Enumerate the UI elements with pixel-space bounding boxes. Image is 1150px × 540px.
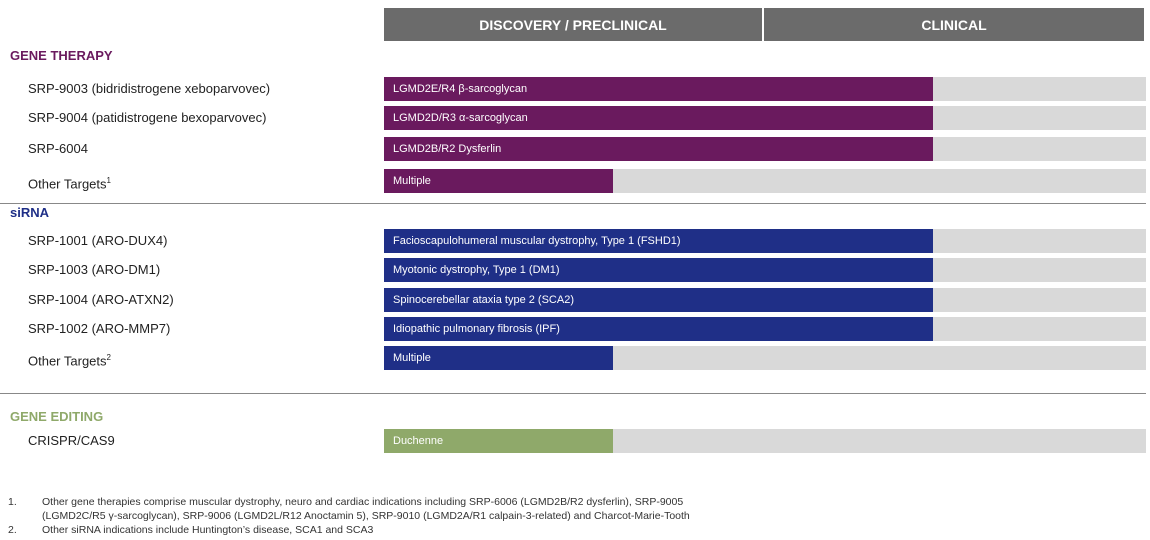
progress-bar: Facioscapulohumeral muscular dystrophy, Type 1 (FSHD1) bbox=[384, 229, 933, 253]
program-name: SRP-1003 (ARO-DM1) bbox=[28, 262, 161, 277]
section-divider bbox=[0, 203, 1146, 204]
section-title: siRNA bbox=[10, 205, 50, 220]
progress-track bbox=[384, 317, 1146, 341]
program-name: SRP-9003 (bidridistrogene xeboparvovec) bbox=[28, 81, 271, 96]
progress-track bbox=[384, 429, 1146, 453]
progress-track bbox=[384, 258, 1146, 282]
footnote-number: 2. bbox=[8, 524, 17, 536]
header-clinical: CLINICAL bbox=[764, 8, 1144, 41]
progress-track bbox=[384, 169, 1146, 193]
header-discovery: DISCOVERY / PRECLINICAL bbox=[384, 8, 762, 41]
program-label bbox=[28, 141, 88, 156]
program-name: SRP-1001 (ARO-DUX4) bbox=[28, 233, 168, 248]
progress-track bbox=[384, 346, 1146, 370]
program-label bbox=[28, 81, 270, 96]
progress-bar: LGMD2D/R3 α-sarcoglycan bbox=[384, 106, 933, 130]
progress-bar: Duchenne bbox=[384, 429, 613, 453]
section-title: GENE THERAPY bbox=[10, 48, 113, 63]
progress-track bbox=[384, 229, 1146, 253]
progress-bar: LGMD2B/R2 Dysferlin bbox=[384, 137, 933, 161]
progress-bar: Idiopathic pulmonary fibrosis (IPF) bbox=[384, 317, 933, 341]
program-label bbox=[28, 321, 170, 336]
program-label bbox=[28, 292, 174, 307]
progress-track bbox=[384, 288, 1146, 312]
program-name: Other Targets bbox=[28, 176, 107, 192]
progress-track bbox=[384, 77, 1146, 101]
footnote-ref: 1 bbox=[106, 176, 111, 185]
program-label bbox=[28, 233, 167, 248]
progress-bar: Multiple bbox=[384, 346, 613, 370]
program-name: SRP-6004 bbox=[28, 141, 88, 156]
section-title: GENE EDITING bbox=[10, 409, 104, 424]
program-label bbox=[28, 110, 266, 125]
program-label bbox=[28, 176, 111, 191]
program-name: SRP-1004 (ARO-ATXN2) bbox=[28, 292, 174, 307]
program-name: Other Targets bbox=[28, 353, 107, 369]
progress-bar: Multiple bbox=[384, 169, 613, 193]
program-name: SRP-1002 (ARO-MMP7) bbox=[28, 321, 171, 336]
section-divider bbox=[0, 393, 1146, 394]
program-label bbox=[28, 433, 115, 448]
program-name: CRISPR/CAS9 bbox=[28, 433, 115, 448]
progress-bar: Myotonic dystrophy, Type 1 (DM1) bbox=[384, 258, 933, 282]
program-name: SRP-9004 (patidistrogene bexoparvovec) bbox=[28, 110, 267, 125]
progress-bar: Spinocerebellar ataxia type 2 (SCA2) bbox=[384, 288, 933, 312]
footnote-number: 1. bbox=[8, 496, 17, 508]
footnote-text: Other gene therapies comprise muscular dystrophy, neuro and cardiac indications including SRP-6006 (LGMD2B/R2 dysferlin), SRP-9005 bbox=[42, 496, 684, 508]
footnote-text: (LGMD2C/R5 γ-sarcoglycan), SRP-9006 (LGMD2L/R12 Anoctamin 5), SRP-9010 (LGMD2A/R1 calpain-3-related) and Charcot-Marie-Tooth bbox=[42, 510, 690, 522]
footnote-ref: 2 bbox=[106, 353, 111, 362]
program-label bbox=[28, 262, 160, 277]
progress-track bbox=[384, 106, 1146, 130]
footnote-text: Other siRNA indications include Huntington’s disease, SCA1 and SCA3 bbox=[42, 524, 374, 536]
progress-bar: LGMD2E/R4 β-sarcoglycan bbox=[384, 77, 933, 101]
progress-track bbox=[384, 137, 1146, 161]
program-label bbox=[28, 353, 111, 368]
